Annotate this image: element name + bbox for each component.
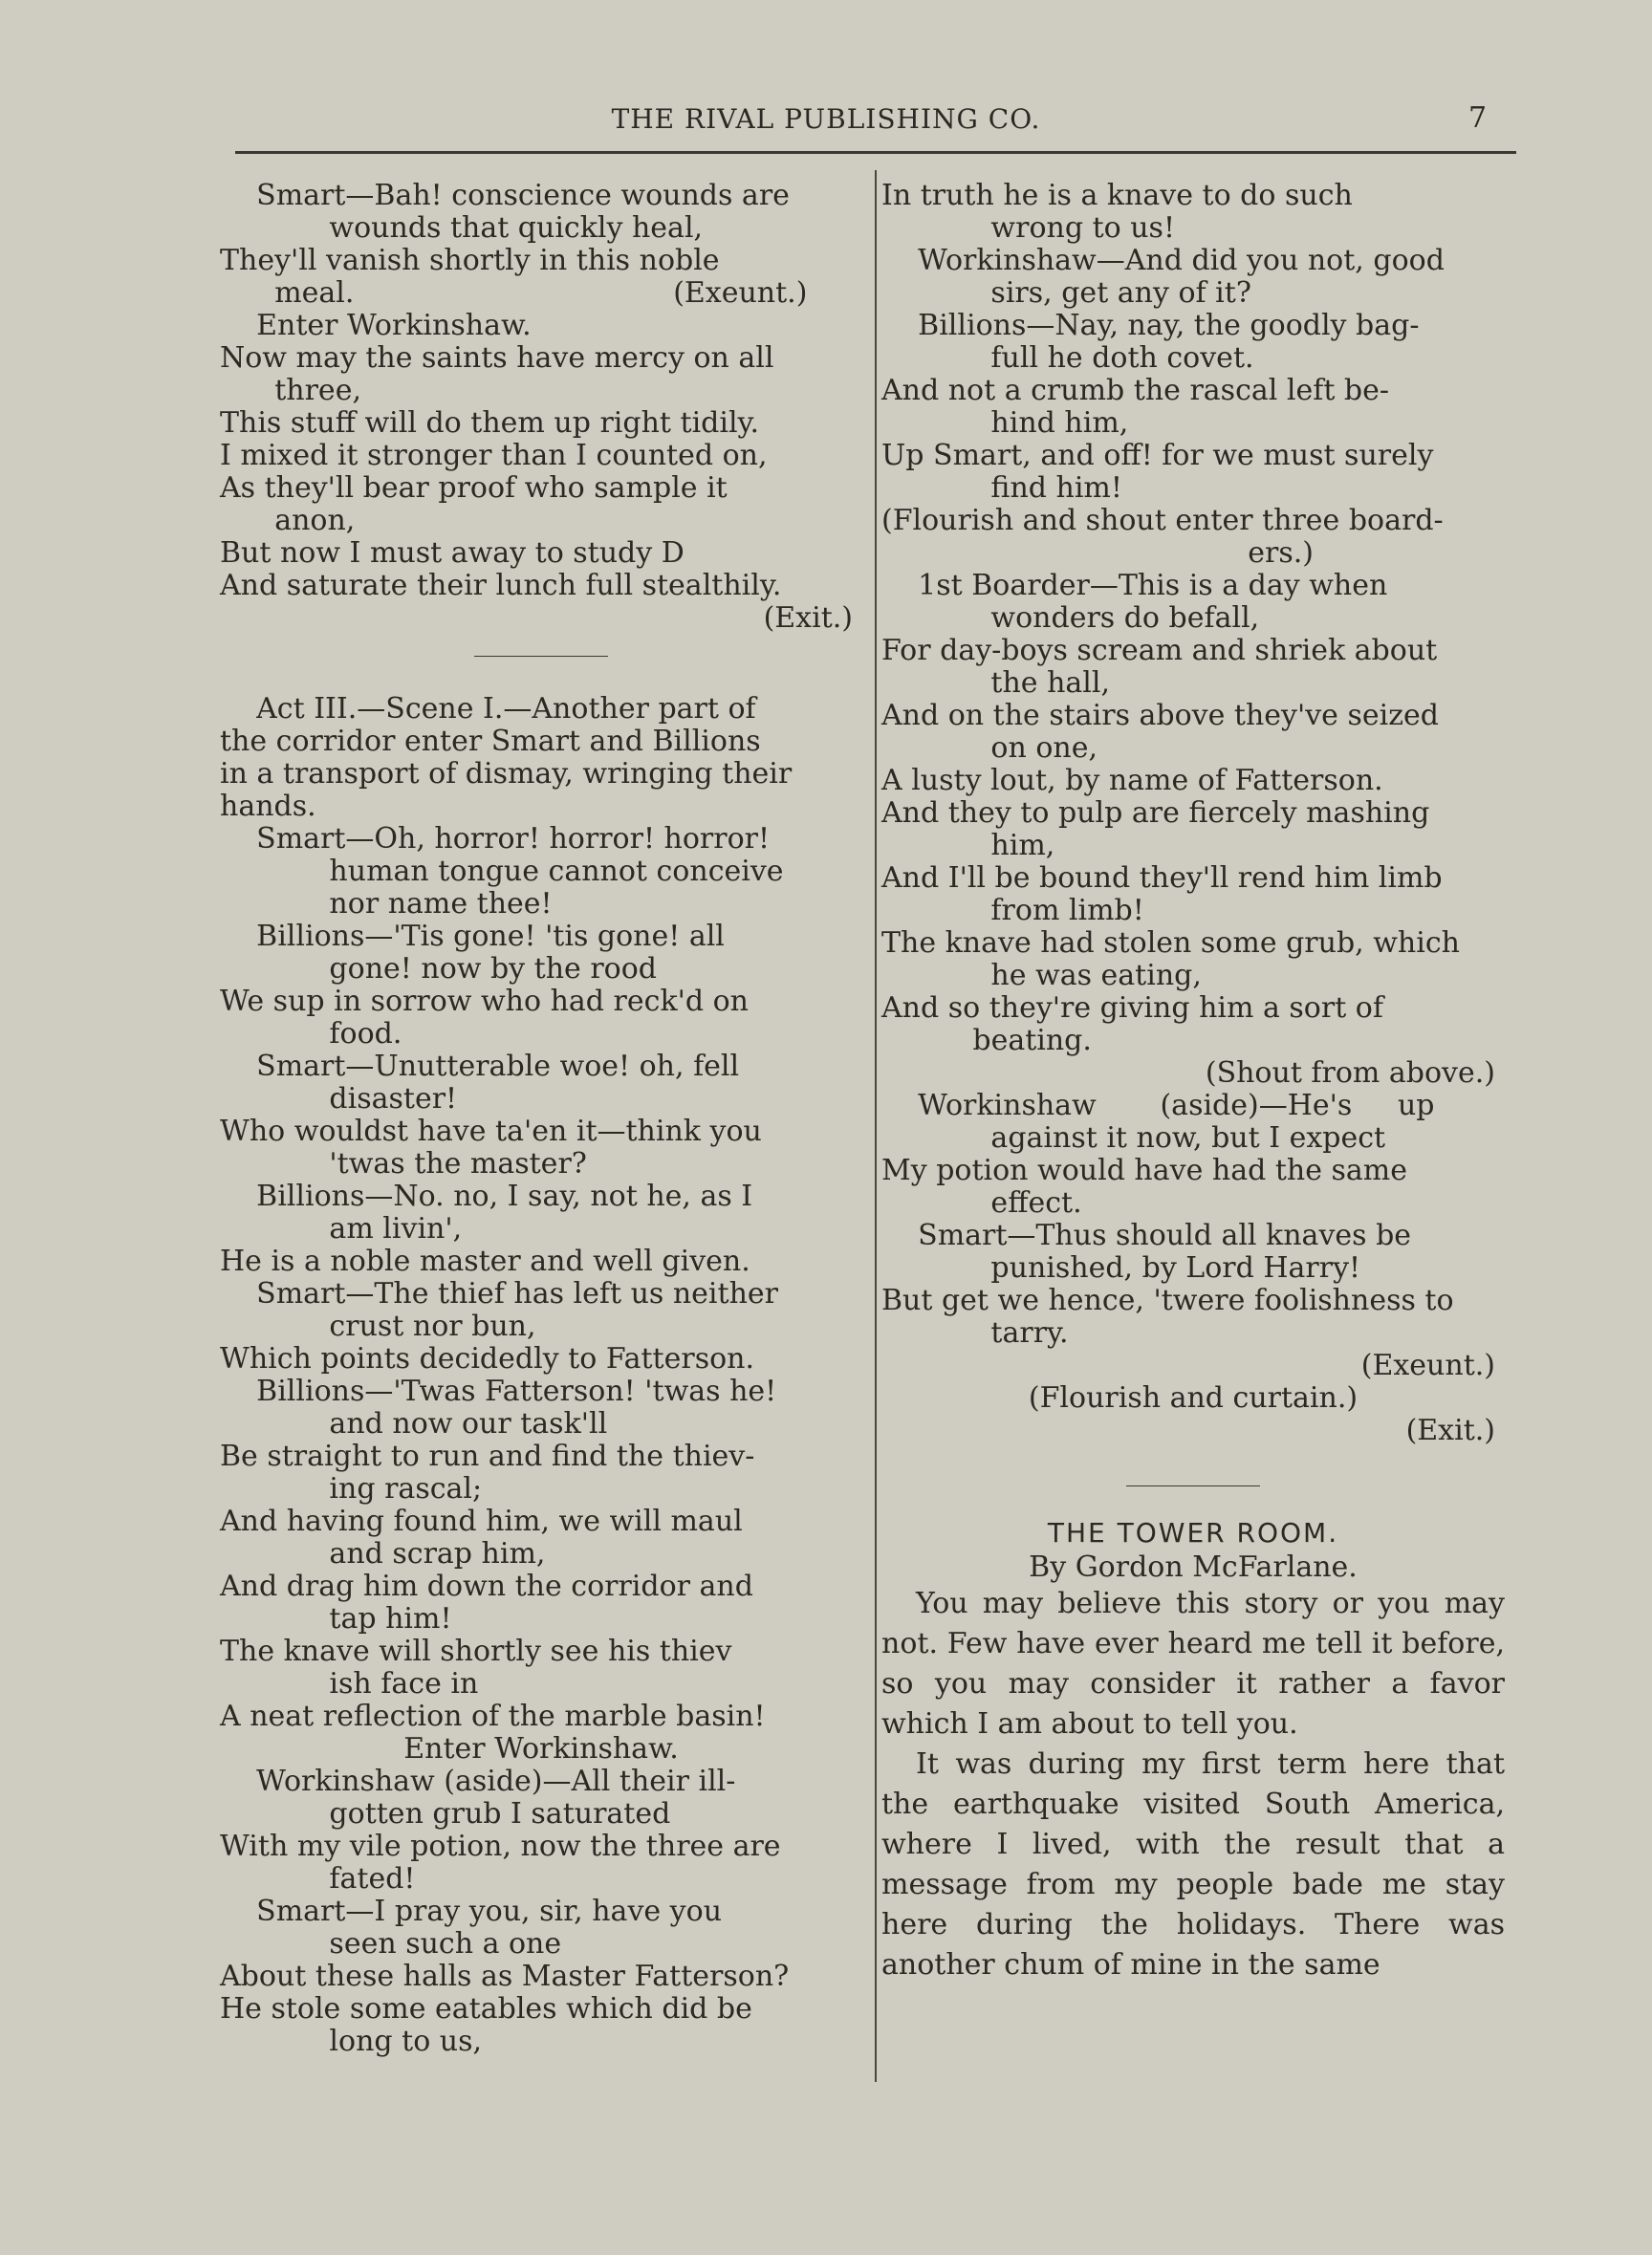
verse-line: Workinshaw—And did you not, good <box>881 244 1445 277</box>
right-column-verse <box>881 180 1505 1447</box>
verse-line: the hall, <box>881 666 1111 700</box>
verse-line: and scrap him, <box>220 1537 546 1571</box>
verse-line: (Flourish and curtain.) <box>1028 1381 1359 1415</box>
verse-line: The knave had stolen some grub, which <box>881 926 1460 960</box>
verse-line: disaster! <box>220 1082 458 1116</box>
story-paragraph: It was during my first term here that the earthquake visited South America, where I lived, with the result that a message from my people bade me stay here during the holidays. There was another chum of mine in the same <box>881 1747 1505 1982</box>
verse-line: Smart—I pray you, sir, have you <box>220 1895 723 1928</box>
verse-line: 'twas the master? <box>220 1147 587 1181</box>
verse-line: Billions—No. no, I say, not he, as I <box>220 1180 753 1213</box>
verse-line: from limb! <box>881 894 1144 927</box>
verse-line: in a transport of dismay, wringing their <box>220 757 793 791</box>
verse-line: And I'll be bound they'll rend him limb <box>881 861 1443 895</box>
verse-line: But now I must away to study D <box>220 536 685 570</box>
story-body <box>881 1584 1505 1985</box>
verse-line: With my vile potion, now the three are <box>220 1830 781 1863</box>
verse-line: (Flourish and shout enter three board- <box>881 504 1444 537</box>
verse-line: tarry. <box>881 1316 1069 1350</box>
section-separator <box>1126 1485 1260 1486</box>
verse-line: And having found him, we will maul <box>220 1505 743 1538</box>
verse-line: 1st Boarder—This is a day when <box>881 569 1388 602</box>
verse-line: fated! <box>220 1862 416 1896</box>
verse-line: crust nor bun, <box>220 1310 536 1343</box>
verse-line: But get we hence, 'twere foolishness to <box>881 1284 1454 1317</box>
verse-line: nor name thee! <box>220 887 553 921</box>
verse-line: Up Smart, and off! for we must surely <box>881 439 1434 472</box>
verse-line: ing rascal; <box>220 1472 483 1506</box>
verse-line: effect. <box>881 1186 1082 1220</box>
verse-line: And they to pulp are fiercely mashing <box>881 796 1430 830</box>
verse-line: wrong to us! <box>881 211 1176 245</box>
verse-line: ers.) <box>1248 536 1314 570</box>
verse-line: And not a crumb the rascal left be- <box>881 374 1390 407</box>
left-column <box>220 180 862 2058</box>
verse-line: He is a noble master and well given. <box>220 1245 750 1278</box>
verse-line: meal. (Exeunt.) <box>220 276 808 310</box>
verse-line: And saturate their lunch full stealthily. <box>220 569 782 602</box>
verse-line: The knave will shortly see his thiev <box>220 1635 732 1668</box>
verse-line: Smart—Oh, horror! horror! horror! <box>220 822 771 856</box>
column-divider <box>875 170 877 2082</box>
verse-line: And so they're giving him a sort of <box>881 991 1383 1025</box>
verse-line: Smart—The thief has left us neither <box>220 1277 778 1311</box>
verse-line: Smart—Thus should all knaves be <box>881 1219 1412 1252</box>
verse-line: anon, <box>220 504 356 537</box>
verse-line: human tongue cannot conceive <box>220 855 784 888</box>
verse-line: long to us, <box>220 2025 483 2058</box>
left-column-verse <box>220 180 862 635</box>
verse-line: hind him, <box>881 406 1129 440</box>
verse-line: (Exit.) <box>763 601 853 635</box>
verse-line: Be straight to run and find the thiev- <box>220 1440 755 1473</box>
verse-line: the corridor enter Smart and Billions <box>220 725 761 758</box>
verse-line: A lusty lout, by name of Fatterson. <box>881 764 1383 797</box>
verse-line: Now may the saints have mercy on all <box>220 341 774 375</box>
verse-line: full he doth covet. <box>881 341 1254 375</box>
verse-line: He stole some eatables which did be <box>220 1992 752 2026</box>
verse-line: A neat reflection of the marble basin! <box>220 1700 766 1733</box>
act-three-scene <box>220 693 862 2058</box>
verse-line: ish face in <box>220 1667 479 1701</box>
right-column <box>881 180 1505 1985</box>
verse-line: hands. <box>220 790 316 823</box>
verse-line: Smart—Unutterable woe! oh, fell <box>220 1050 740 1083</box>
verse-line: They'll vanish shortly in this noble <box>220 244 720 277</box>
running-header: THE RIVAL PUBLISHING CO. <box>611 103 1041 135</box>
story-paragraph: You may believe this story or you may not. Few have ever heard me tell it before, so you may consider it rather a favor which I am about to tell you. <box>881 1587 1505 1741</box>
verse-line: In truth he is a knave to do such <box>881 179 1353 212</box>
verse-line: I mixed it stronger than I counted on, <box>220 439 768 472</box>
verse-line: Which points decidedly to Fatterson. <box>220 1342 755 1376</box>
verse-line: find him! <box>881 471 1122 505</box>
verse-line: Enter Workinshaw. <box>403 1732 679 1766</box>
verse-line: Enter Workinshaw. <box>220 309 532 342</box>
verse-line: Workinshaw (aside)—All their ill- <box>220 1765 736 1798</box>
verse-line: Billions—'Twas Fatterson! 'twas he! <box>220 1375 777 1408</box>
verse-line: three, <box>220 374 361 407</box>
verse-line: he was eating, <box>881 959 1202 992</box>
verse-line: My potion would have had the same <box>881 1154 1407 1187</box>
verse-line: gotten grub I saturated <box>220 1797 671 1831</box>
verse-line: beating. <box>881 1024 1092 1057</box>
verse-line: sirs, get any of it? <box>881 276 1251 310</box>
verse-line: food. <box>220 1017 402 1051</box>
verse-line: (Exeunt.) <box>1360 1349 1495 1382</box>
verse-line: Workinshaw (aside)—He's up <box>881 1089 1435 1122</box>
verse-line: (Shout from above.) <box>1205 1056 1495 1090</box>
verse-line: Billions—'Tis gone! 'tis gone! all <box>220 920 725 953</box>
verse-line: This stuff will do them up right tidily. <box>220 406 760 440</box>
verse-line: And drag him down the corridor and <box>220 1570 753 1603</box>
verse-line: seen such a one <box>220 1927 562 1961</box>
verse-line: As they'll bear proof who sample it <box>220 471 728 505</box>
page-number: 7 <box>1468 101 1488 135</box>
verse-line: punished, by Lord Harry! <box>881 1251 1361 1285</box>
story-byline: By Gordon McFarlane. <box>1029 1550 1358 1584</box>
verse-line: (Exit.) <box>1405 1414 1495 1447</box>
verse-line: gone! now by the rood <box>220 952 657 986</box>
story-title: THE TOWER ROOM. <box>1047 1517 1339 1549</box>
verse-line: About these halls as Master Fatterson? <box>220 1960 790 1993</box>
verse-line: For day-boys scream and shriek about <box>881 634 1438 667</box>
verse-line: wounds that quickly heal, <box>220 211 704 245</box>
verse-line: tap him! <box>220 1602 452 1636</box>
section-separator <box>474 656 608 657</box>
header-rule <box>235 151 1516 154</box>
verse-line: on one, <box>881 731 1098 765</box>
verse-line: And on the stairs above they've seized <box>881 699 1439 732</box>
verse-line: Act III.—Scene I.—Another part of <box>220 692 756 726</box>
verse-line: We sup in sorrow who had reck'd on <box>220 985 749 1018</box>
verse-line: am livin', <box>220 1212 463 1246</box>
verse-line: Smart—Bah! conscience wounds are <box>220 179 790 212</box>
verse-line: and now our task'll <box>220 1407 608 1441</box>
verse-line: wonders do befall, <box>881 601 1260 635</box>
verse-line: Who wouldst have ta'en it—think you <box>220 1115 762 1148</box>
verse-line: Billions—Nay, nay, the goodly bag- <box>881 309 1420 342</box>
verse-line: him, <box>881 829 1055 862</box>
verse-line: against it now, but I expect <box>881 1121 1386 1155</box>
